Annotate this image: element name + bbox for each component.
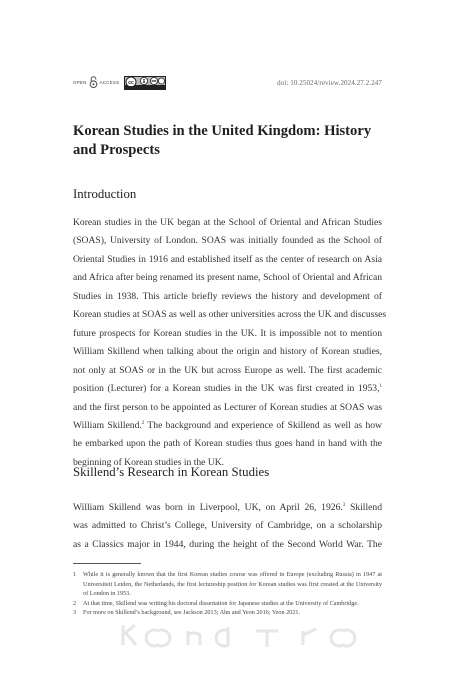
page-header xyxy=(73,76,382,90)
body-line: (SOAS), University of London. SOAS was initially founded as the School of xyxy=(73,235,382,247)
body-line: not only at SOAS or in the UK but across Europe as well. The first academic xyxy=(73,364,382,376)
body-line: was admitted to Christ’s College, University of Cambridge, on a scholarship xyxy=(73,520,382,532)
body-line: and the first person to be appointed as Lecturer of Korean studies at SOAS was xyxy=(73,401,382,413)
body-line-text: Skillend xyxy=(345,502,382,513)
open-lock-icon xyxy=(89,76,98,88)
body-line: future prospects for Korean studies in the UK. It is impossible not to mention xyxy=(73,327,382,339)
body-line: Studies in 1938. This article briefly reviews the history and development of xyxy=(73,290,382,302)
body-line xyxy=(73,417,382,435)
creative-commons-icon xyxy=(124,76,166,90)
footnote-separator xyxy=(73,563,141,564)
section-heading-skillend: Skillend’s Research in Korean Studies xyxy=(73,465,270,479)
body-line: William Skillend when talking about the origin and history of Korean studies, xyxy=(73,346,382,358)
body-line-text: The background and experience of Skillend as well as how xyxy=(144,419,382,431)
footnote-number: 3 xyxy=(73,609,77,616)
section-heading-introduction: Introduction xyxy=(73,187,137,201)
open-access-label-left: OPEN xyxy=(73,79,87,85)
open-access-logo xyxy=(73,76,119,88)
footnote-ref-2[interactable]: 2 xyxy=(141,420,145,426)
footnote-2 xyxy=(73,599,382,609)
footnote-number: 2 xyxy=(73,599,77,607)
open-access-label-right: ACCESS xyxy=(99,79,120,85)
skillend-paragraph xyxy=(73,499,382,554)
body-line: Korean studies in the UK began at the School of Oriental and African Studies xyxy=(73,217,382,228)
footnote-ref-3[interactable]: 3 xyxy=(342,503,346,508)
body-line: as a Classics major in 1944, during the height of the Second World War. The xyxy=(73,538,382,550)
body-line: Korean studies at SOAS as well as other universities across the UK and discusses xyxy=(73,309,387,321)
footnote-ref-1[interactable]: 1 xyxy=(379,384,382,390)
doi-text: doi: 10.25024/review.2024.27.2.247 xyxy=(277,79,382,87)
body-line xyxy=(73,380,382,398)
body-line-text: position (Lecturer) for a Korean studies in the UK was first created in 1953, xyxy=(73,383,380,395)
article-title xyxy=(73,122,383,160)
introduction-paragraph xyxy=(73,214,387,472)
body-line-text: William Skillend. xyxy=(73,419,142,431)
footnote-text: While it is generally known that the first Korean studies course was offered in Europe (excluding Russia) in 1947 at Universiteit Leiden, the Netherlands, the first lectureship position for Korean studies was first created at the University of London in 1953. xyxy=(83,571,382,597)
body-line: Oriental Studies in 1916 and established itself as the center of research on Asia xyxy=(73,253,382,265)
svg-text:cc: cc xyxy=(128,80,134,86)
body-line: beginning of Korean studies in the UK. xyxy=(73,456,225,468)
watermark-image xyxy=(118,621,378,649)
footnote-text: At that time, Skillend was writing his doctoral dissertation for Japanese studies at the University of Cambridge. xyxy=(83,599,359,607)
footnote-text: For more on Skillend’s background, see Jackson 2013; Ahn and Yeon 2016; Yeon 2021. xyxy=(83,609,301,616)
footnote-1 xyxy=(73,570,382,599)
body-line xyxy=(73,499,382,517)
body-line: he embarked upon the path of Korean studies thus goes hand in hand with the xyxy=(73,438,382,450)
footnote-3 xyxy=(73,608,382,618)
footnotes xyxy=(73,570,382,618)
body-line-text: William Skillend was born in Liverpool, UK, on April 26, 1926. xyxy=(73,502,343,513)
title-line-1: Korean Studies in the United Kingdom: History xyxy=(73,123,372,139)
footnote-number: 1 xyxy=(73,571,77,578)
body-line: and Africa after being renamed its present name, School of Oriental and African xyxy=(73,272,382,284)
title-line-2: and Prospects xyxy=(73,142,160,158)
